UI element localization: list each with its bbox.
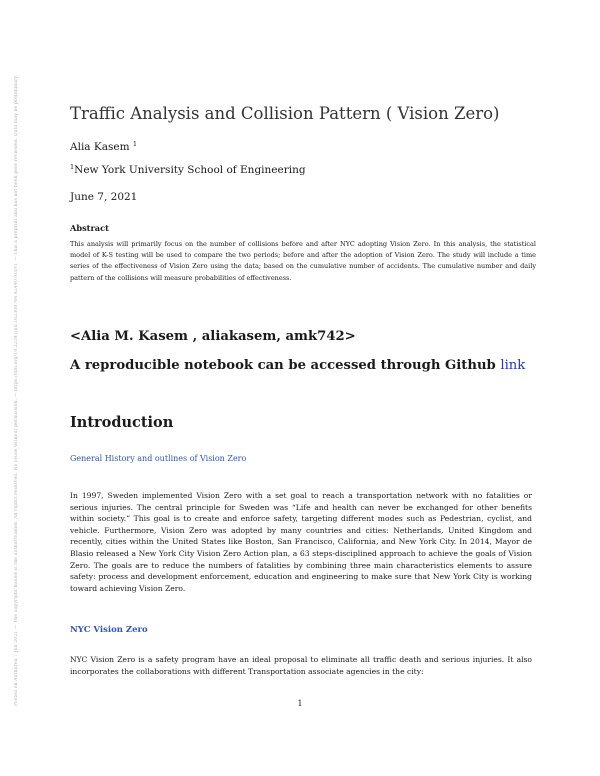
github-link[interactable]: link (500, 358, 526, 373)
introduction-paragraph: In 1997, Sweden implemented Vision Zero with a set goal to reach a transportation network with no fatalities or serious injuries. The central principle for Sweden was “Life and health can never be exchanged for other benefits within society.” This goal is to create and enforce safety, targeting different modes such as Pedestrian, cyclist, and vehicle. Furthermore, Vision Zero was adopted by many countries and cities: Netherlands, United Kingdom and recently, cities within the United States like Boston, San Francisco, California, and New York City. In 2014, Mayor de Blasio released a New York City Vision Zero Action plan, a 63 steps-disciplined approach to achieve the goals of Vision Zero. The goals are to reduce the numbers of fatalities by combining three main characteristics elements to assure safety: process and development enforcement, education and engineering to make sure that New York City is working toward achieving Vision Zero. (70, 491, 532, 593)
author-name: Alia Kasem (70, 141, 130, 153)
notebook-heading (70, 358, 525, 373)
nyc-vision-zero-paragraph: NYC Vision Zero is a safety program have an ideal proposal to eliminate all traffic death and serious injuries. It also incorporates the collaborations with different Transportation associate agencies in the city: (70, 655, 532, 676)
affiliation-name: New York University School of Engineering (74, 164, 306, 176)
page-number: 1 (297, 698, 303, 708)
abstract-body: This analysis will primarily focus on the number of collisions before and after NYC adopting Vision Zero. In this analysis, the statistical model of K-S testing will be used to compare the two periods; before and after the adoption of Vision Zero. The study will include a time series of the effectiveness of Vision Zero using the data; based on the cumulative number of accidents. The cumulative number and daily pattern of the collisions will measure probabilities of effectiveness. (70, 240, 536, 282)
author-superscript: 1 (132, 140, 138, 148)
affiliation-superscript: 1 (70, 163, 75, 171)
vision-zero-history-link[interactable]: General History and outlines of Vision Zero (70, 454, 247, 463)
paper-title: Traffic Analysis and Collision Pattern ( Vision Zero) (70, 104, 500, 123)
affiliation-line (70, 163, 306, 176)
introduction-heading: Introduction (70, 414, 174, 431)
notebook-heading-text: A reproducible notebook can be accessed through Github (70, 358, 501, 373)
nyc-vision-zero-heading: NYC Vision Zero (70, 625, 148, 635)
author-line (70, 140, 137, 153)
abstract-heading: Abstract (70, 223, 109, 233)
preprint-side-note: Posted on Authorea 7 Jun 2021 — The copyright holder is the author/funder. All rights reserved. No reuse without permission. — https://doi.org/10.22541/au.162308764.42440703/v1 — This a preprint and has not been peer reviewed. Data may be preliminary. (14, 74, 19, 706)
author-handle-heading: <Alia M. Kasem , aliakasem, amk742> (70, 329, 356, 344)
paper-date: June 7, 2021 (70, 191, 138, 203)
